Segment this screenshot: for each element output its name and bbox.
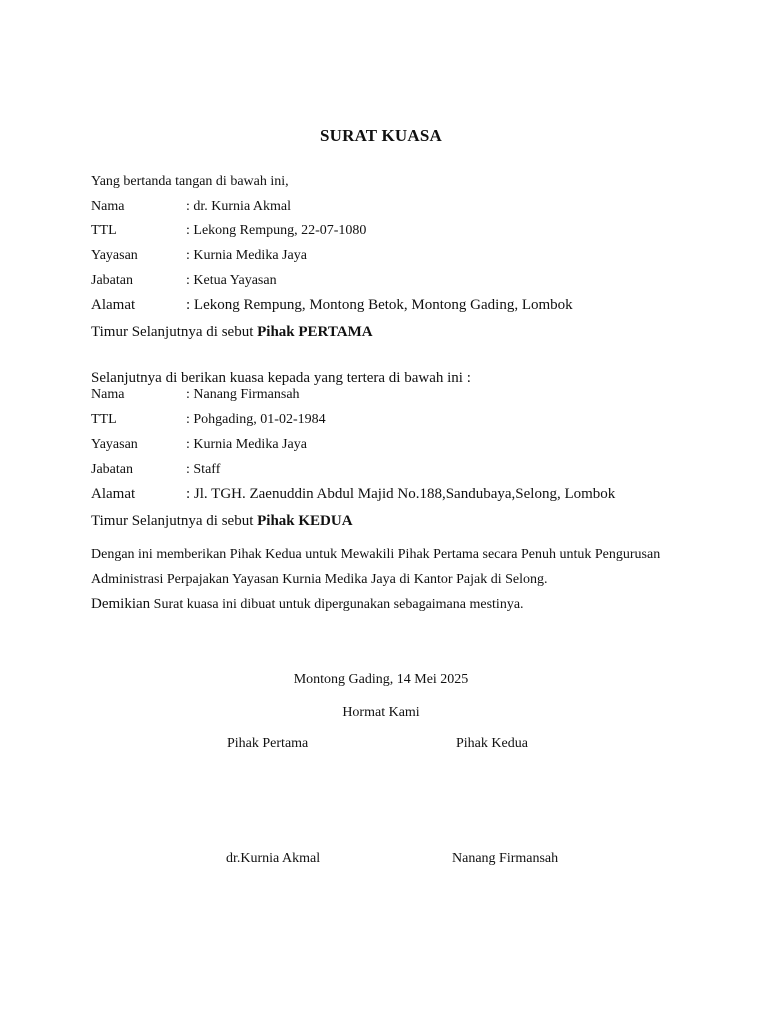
first-party-designation: Pihak PERTAMA (257, 324, 373, 340)
closing-greeting: Hormat Kami (342, 705, 420, 720)
second-party-label-jabatan: Jabatan (91, 462, 133, 477)
second-party-continuation: Timur Selanjutnya di sebut (91, 513, 258, 529)
second-party-value-nama: : Nanang Firmansah (186, 387, 300, 402)
first-party-label-yayasan: Yayasan (91, 248, 138, 263)
second-party-signatory-name: Nanang Firmansah (452, 851, 559, 866)
second-party-designation: Pihak KEDUA (257, 513, 353, 529)
first-party-value-nama: : dr. Kurnia Akmal (186, 199, 291, 214)
second-party-value-ttl: : Pohgading, 01-02-1984 (186, 412, 326, 427)
body-line-2: Administrasi Perpajakan Yayasan Kurnia Medika Jaya di Kantor Pajak di Selong. (91, 572, 548, 587)
body-line-1: Dengan ini memberikan Pihak Kedua untuk Mewakili Pihak Pertama secara Penuh untuk Pengurusan (91, 547, 661, 562)
body-line-3-lead: Demikian (91, 596, 151, 612)
first-party-value-jabatan: : Ketua Yayasan (186, 273, 277, 288)
second-party-value-alamat: : Jl. TGH. Zaenuddin Abdul Majid No.188,Sandubaya,Selong, Lombok (186, 486, 616, 502)
second-party-role: Pihak Kedua (456, 736, 528, 751)
second-party-label-nama: Nama (91, 387, 125, 402)
first-party-label-ttl: TTL (91, 223, 117, 238)
first-party-value-alamat: : Lekong Rempung, Montong Betok, Montong Gading, Lombok (186, 297, 573, 313)
first-party-signatory-name: dr.Kurnia Akmal (226, 851, 321, 866)
transfer-line: Selanjutnya di berikan kuasa kepada yang tertera di bawah ini : (91, 370, 471, 386)
second-party-label-alamat: Alamat (91, 486, 136, 502)
place-date: Montong Gading, 14 Mei 2025 (293, 672, 469, 687)
first-party-value-ttl: : Lekong Rempung, 22-07-1080 (186, 223, 367, 238)
first-party-designation-line (91, 324, 373, 341)
second-party-value-yayasan: : Kurnia Medika Jaya (186, 437, 307, 452)
body-line-3-rest: Surat kuasa ini dibuat untuk dipergunakan sebagaimana mestinya. (150, 597, 524, 612)
first-party-value-yayasan: : Kurnia Medika Jaya (186, 248, 307, 263)
first-party-role: Pihak Pertama (227, 736, 309, 751)
second-party-label-yayasan: Yayasan (91, 437, 138, 452)
second-party-designation-line (91, 513, 353, 530)
intro-text: Yang bertanda tangan di bawah ini, (91, 174, 289, 189)
letter-title: SURAT KUASA (319, 126, 442, 145)
second-party-label-ttl: TTL (91, 412, 117, 427)
first-party-label-nama: Nama (91, 199, 125, 214)
body-line-3 (91, 596, 524, 613)
first-party-label-alamat: Alamat (91, 297, 136, 313)
first-party-continuation: Timur Selanjutnya di sebut (91, 324, 258, 340)
second-party-value-jabatan: : Staff (186, 462, 221, 477)
first-party-label-jabatan: Jabatan (91, 273, 133, 288)
